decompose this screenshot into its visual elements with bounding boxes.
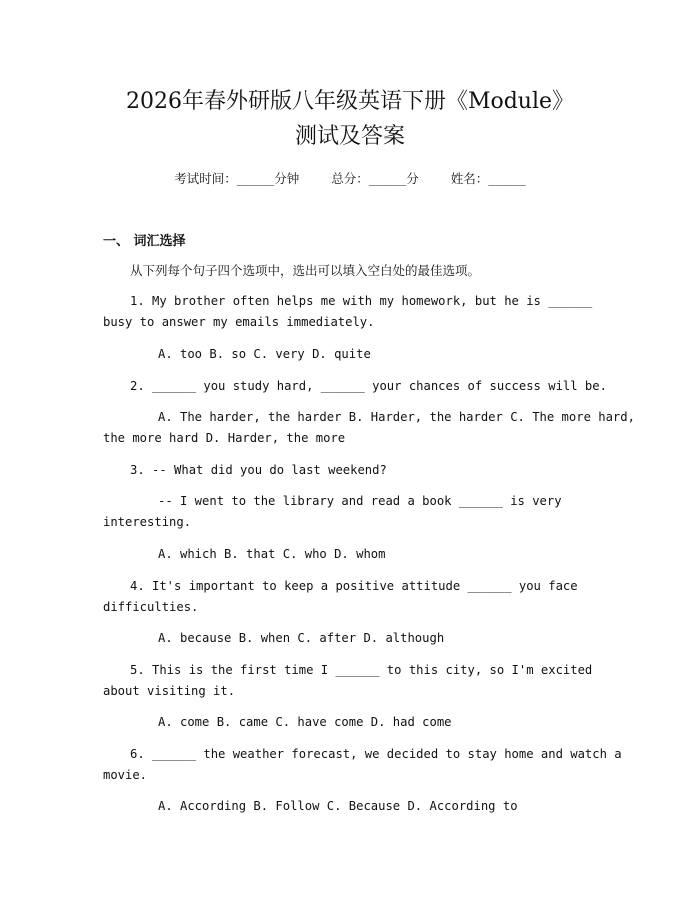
question-1-options: A. too B. so C. very D. quite [158,347,371,361]
question-4-text: 4. It's important to keep a positive attitude ______ you face [130,579,578,593]
question-3-reply-cont: interesting. [103,515,192,529]
question-6-text-cont: movie. [103,768,148,782]
section-instruction: 从下列每个句子四个选项中，选出可以填入空白处的最佳选项。 [130,263,481,278]
question-5-text: 5. This is the first time I ______ to this city, so I'm excited [130,663,593,677]
question-1-text-cont: busy to answer my emails immediately. [103,315,375,329]
question-5-options: A. come B. came C. have come D. had come [158,715,452,729]
question-3-options: A. which B. that C. who D. whom [158,547,386,561]
question-5-text-cont: about visiting it. [103,684,236,698]
question-4-text-cont: difficulties. [103,600,199,614]
student-name: 姓名：______ [450,171,526,186]
total-score: 总分：______分 [331,171,419,186]
question-2-text: 2. ______ you study hard, ______ your chances of success will be. [130,379,607,393]
question-6-options: A. According B. Follow C. Because D. According to [158,799,518,813]
exam-time: 考试时间：______分钟 [174,171,300,186]
section-heading: 一、 词汇选择 [103,234,186,249]
question-1-text: 1. My brother often helps me with my homework, but he is ______ [130,294,593,308]
question-2-options: A. The harder, the harder B. Harder, the harder C. The more hard, [158,410,635,424]
question-3-reply: -- I went to the library and read a book ______ is very [158,494,562,508]
question-3-text: 3. -- What did you do last weekend? [130,463,387,477]
document-title-line2: 测试及答案 [294,124,405,149]
exam-info [0,169,700,187]
question-6-text: 6. ______ the weather forecast, we decided to stay home and watch a [130,747,622,761]
document-title: 2026年春外研版八年级英语下册《Module》 [125,89,575,114]
question-4-options: A. because B. when C. after D. although [158,631,445,645]
question-2-options-cont: the more hard D. Harder, the more [103,431,346,445]
